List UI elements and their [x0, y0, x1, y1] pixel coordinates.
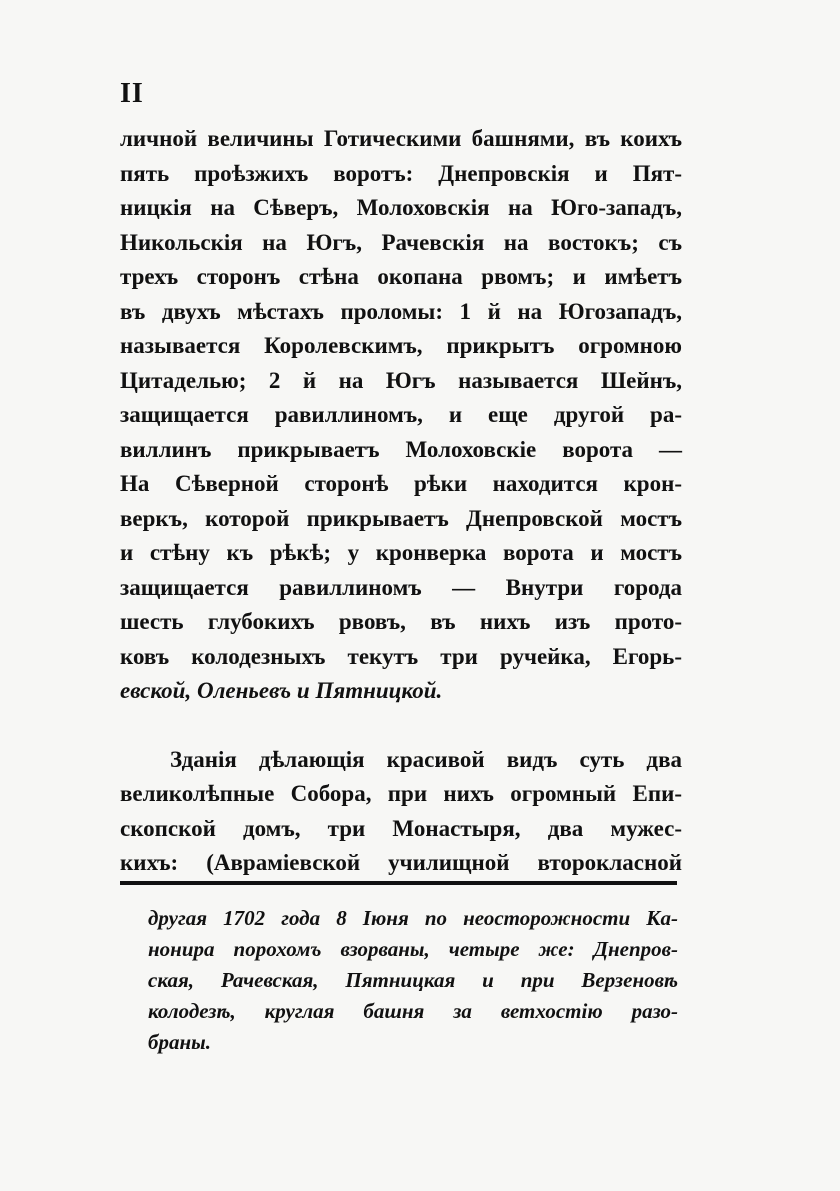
text-line: Цитаделью; 2 й на Югъ называется Шейнъ,	[120, 367, 682, 393]
text-line: шесть глубокихъ рвовъ, въ нихъ изъ прото-	[120, 609, 682, 634]
paragraph-break	[120, 709, 682, 743]
text-line: защищается равиллиномъ, и еще другой ра-	[120, 402, 682, 427]
page-number: II	[120, 78, 144, 109]
paragraph-line: Зданія дѣлающія красивой видъ суть два	[170, 746, 682, 772]
footnote-divider	[120, 881, 677, 885]
text-line: ковъ колодезныхъ текутъ три ручейка, Егорь-	[120, 643, 682, 669]
text-line: ницкія на Сѣверъ, Молоховскія на Юго-западъ,	[120, 195, 682, 220]
text-line: называется Королевскимъ, прикрытъ огромною	[120, 333, 682, 358]
text-line: веркъ, которой прикрываетъ Днепровской мостъ	[120, 505, 682, 531]
footnote-line: ская, Рачевская, Пятницкая и при Верзеновѣ	[148, 968, 678, 992]
footnote-line: браны.	[148, 1030, 211, 1054]
text-line: евской, Оленьевъ и Пятницкой.	[120, 678, 443, 703]
paragraph-line: кихъ: (Аврамiевской училищной второкласной	[120, 850, 682, 875]
main-text	[120, 122, 682, 881]
footnote	[148, 903, 678, 1058]
text-line: виллинъ прикрываетъ Молоховскіе ворота —	[120, 436, 682, 462]
text-line: трехъ сторонъ стѣна окопана рвомъ; и имѣетъ	[120, 264, 682, 289]
text-line: личной величины Готическими башнями, въ коихъ	[120, 126, 682, 151]
text-line: защищается равиллиномъ — Внутри города	[120, 574, 682, 600]
text-line: На Сѣверной сторонѣ рѣки находится крон-	[120, 471, 682, 496]
text-line: Никольскія на Югъ, Рачевскія на востокъ; съ	[120, 229, 682, 255]
footnote-line: нонира порохомъ взорваны, четыре же: Днепров-	[148, 937, 678, 961]
footnote-line: другая 1702 года 8 Іюня по неосторожности Ка-	[148, 906, 678, 930]
text-line: въ двухъ мѣстахъ проломы: 1 й на Югозападъ,	[120, 298, 682, 324]
paragraph-line: скопской домъ, три Монастыря, два мужес-	[120, 815, 682, 841]
text-line: и стѣну къ рѣкѣ; у кронверка ворота и мостъ	[120, 540, 682, 565]
paragraph-line: великолѣпные Собора, при нихъ огромный Епи-	[120, 781, 682, 806]
text-line: пять проѣзжихъ воротъ: Днепровскія и Пят-	[120, 160, 682, 186]
footnote-line: колодезѣ, круглая башня за ветхостію разо-	[148, 999, 678, 1023]
